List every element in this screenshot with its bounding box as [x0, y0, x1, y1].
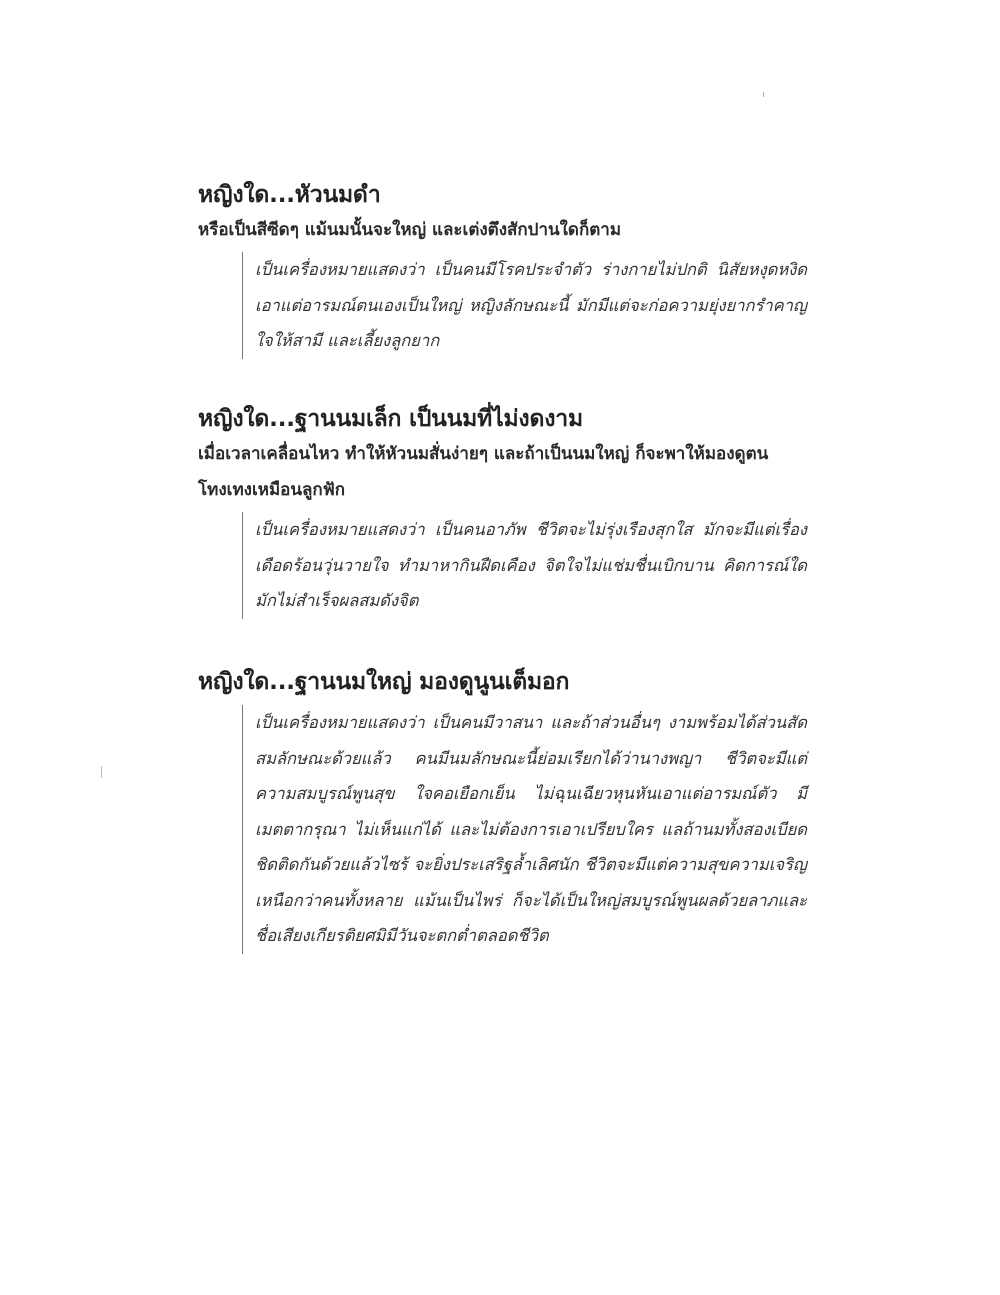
scan-speck [101, 766, 102, 778]
section-heading: หญิงใด...หัวนมดำ [198, 182, 381, 208]
section-small-base [198, 402, 818, 619]
section-heading: หญิงใด...ฐานนมใหญ่ มองดูนูนเต็มอก [198, 669, 570, 695]
section-quote [242, 512, 807, 619]
section-heading: หญิงใด...ฐานนมเล็ก เป็นนมที่ไม่งดงาม [198, 406, 583, 432]
section-quote [242, 252, 807, 359]
section-body: เป็นเครื่องหมายแสดงว่า เป็นคนมีวาสนา และถ้าส่วนอื่นๆ งามพร้อมได้ส่วนสัดสมลักษณะด้วยแล้ว คนมีนมลักษณะนี้ย่อมเรียกได้ว่านางพญา ชีวิตจะมีแต่ความสมบูรณ์พูนสุข ใจคอเยือกเย็น ไม่ฉุนเฉียวหุนหันเอาแต่อารมณ์ตัว มีเมตตากรุณา ไม่เห็นแก่ได้ และไม่ต้องการเอาเปรียบใคร แลถ้านมทั้งสองเบียดชิดติดกันด้วยแล้วไซร้ จะยิ่งประเสริฐล้ำเลิศนัก ชีวิตจะมีแต่ความสุขความเจริญเหนือกว่าคนทั้งหลาย แม้นเป็นไพร่ ก็จะได้เป็นใหญ่สมบูรณ์พูนผลด้วยลาภและชื่อเสียงเกียรติยศมิมีวันจะตกต่ำตลอดชีวิต [255, 713, 807, 945]
section-dark-nipple [198, 178, 818, 359]
section-body: เป็นเครื่องหมายแสดงว่า เป็นคนมีโรคประจำตัว ร่างกายไม่ปกติ นิสัยหงุดหงิด เอาแต่อารมณ์ตนเองเป็นใหญ่ หญิงลักษณะนี้ มักมีแต่จะก่อความยุ่งยากรำคาญใจให้สามี และเลี้ยงลูกยาก [255, 260, 807, 350]
section-subtitle: เมื่อเวลาเคลื่อนไหว ทำให้หัวนมสั่นง่ายๆ และถ้าเป็นนมใหญ่ ก็จะพาให้มองดูตนโทงเทงเหมือนลูกฟัก [198, 444, 769, 500]
section-large-base [198, 665, 818, 954]
section-body: เป็นเครื่องหมายแสดงว่า เป็นคนอาภัพ ชีวิตจะไม่รุ่งเรืองสุกใส มักจะมีแต่เรื่องเดือดร้อนวุ่นวายใจ ทำมาหากินฝืดเคือง จิตใจไม่แช่มชื่นเบิกบาน คิดการณ์ใดมักไม่สำเร็จผลสมดังจิต [255, 520, 807, 610]
section-quote [242, 705, 807, 954]
section-subtitle: หรือเป็นสีซีดๆ แม้นมนั้นจะใหญ่ และเต่งตึงสักปานใดก็ตาม [198, 220, 622, 240]
scan-speck [763, 92, 764, 97]
